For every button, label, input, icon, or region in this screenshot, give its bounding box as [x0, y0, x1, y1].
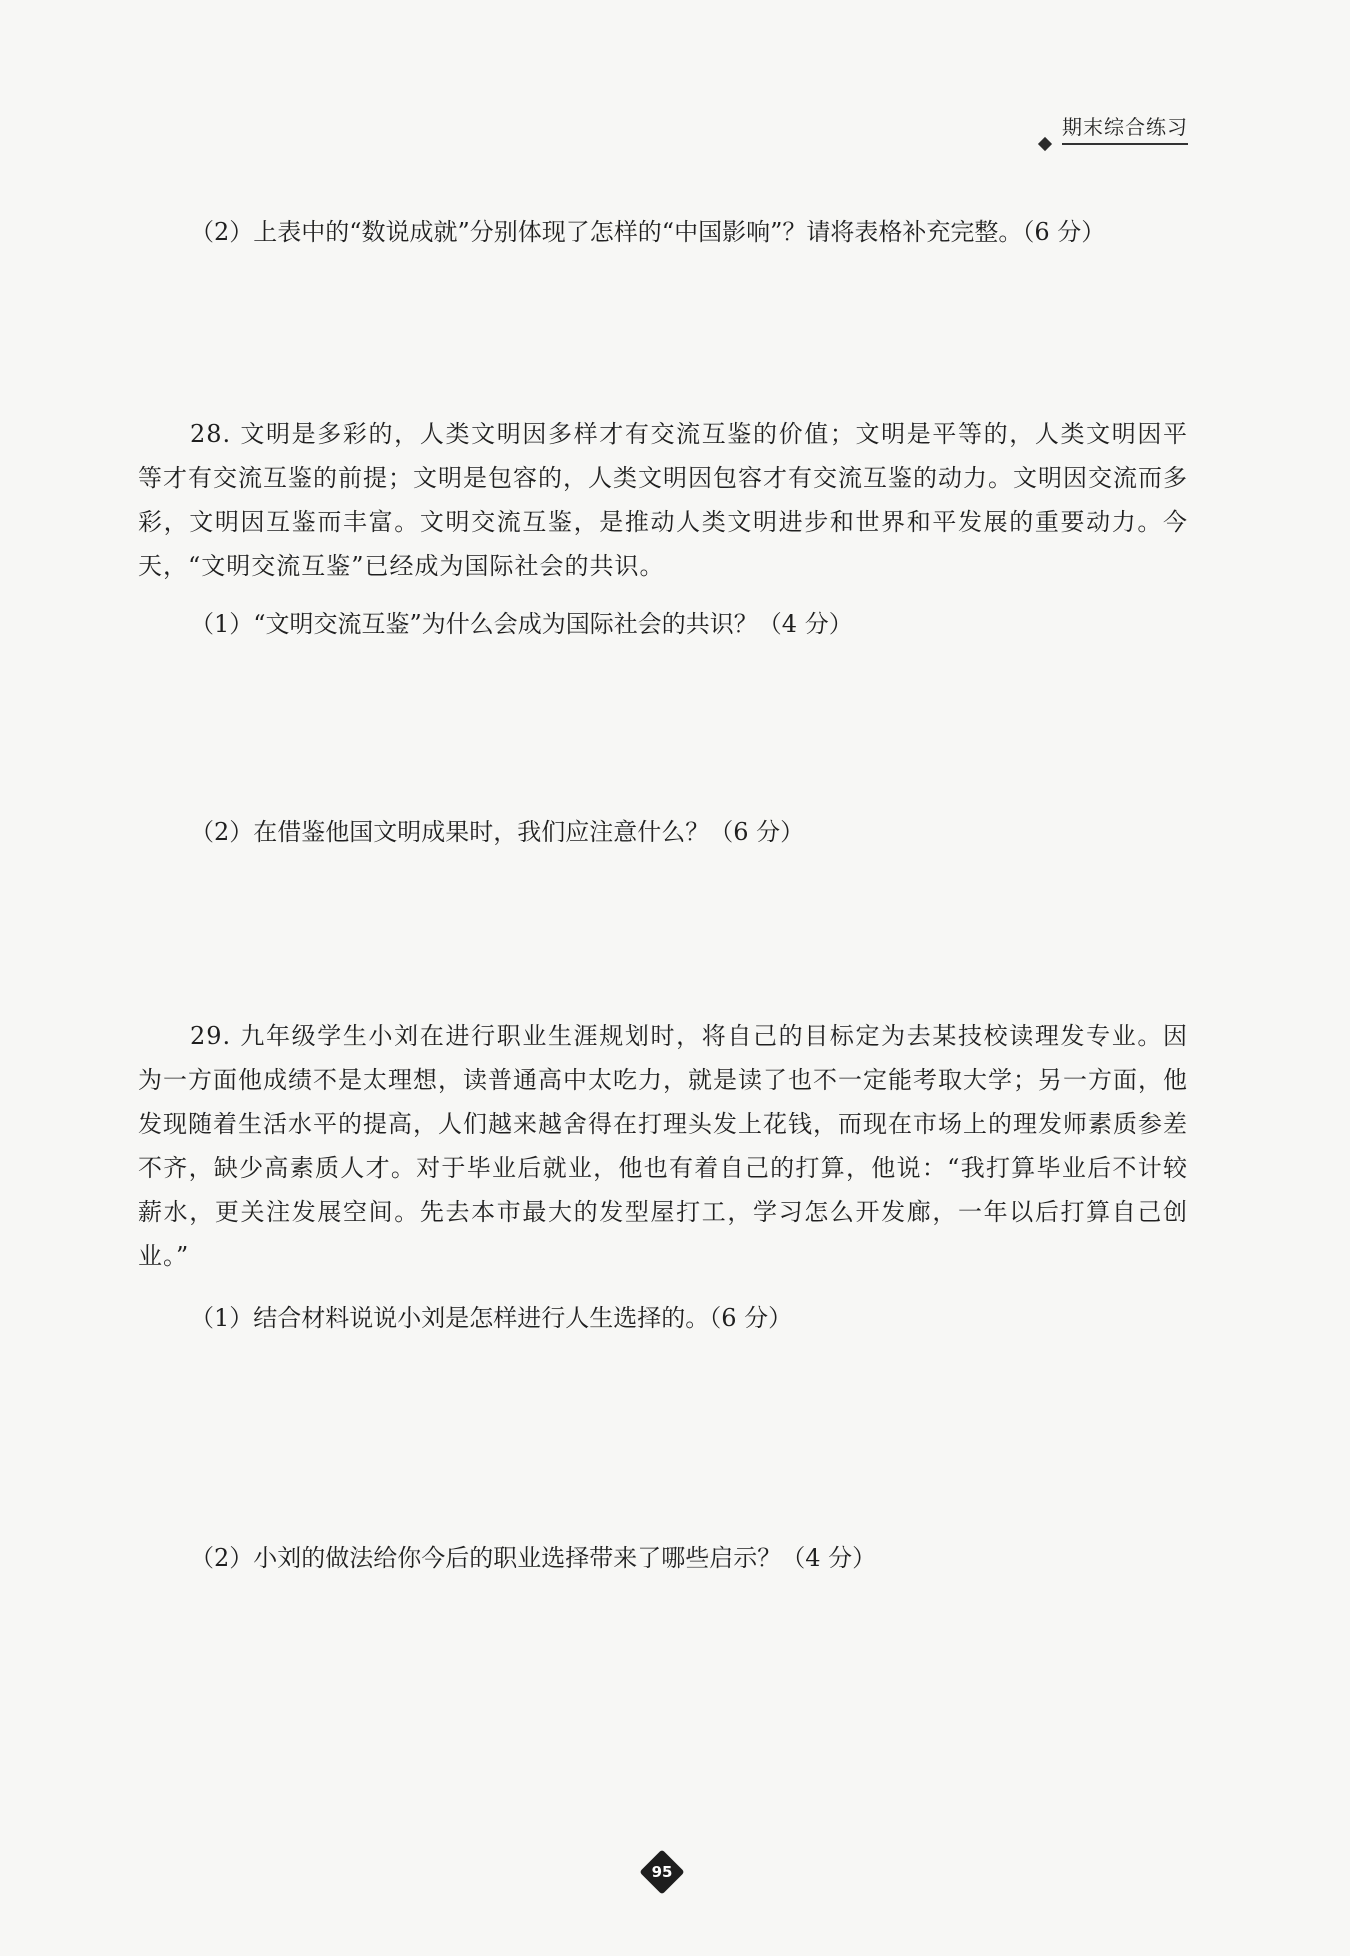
q28-stem-block [138, 412, 1188, 588]
q29-stem: 29. 九年级学生小刘在进行职业生涯规划时，将自己的目标定为去某技校读理发专业。因为一方面他成绩不是太理想，读普通高中太吃力，就是读了也不一定能考取大学；另一方面，他发现随着生活水平的提高，人们越来越舍得在打理头发上花钱，而现在市场上的理发师素质参差不齐，缺少高素质人才。对于毕业后就业，他也有着自己的打算，他说：“我打算毕业后不计较薪水，更关注发展空间。先去本市最大的发型屋打工，学习怎么开发廊，一年以后打算自己创业。” [138, 1022, 1188, 1270]
diamond-bullet-icon [1038, 137, 1052, 151]
q28-stem: 28. 文明是多彩的，人类文明因多样才有交流互鉴的价值；文明是平等的，人类文明因平等才有交流互鉴的前提；文明是包容的，人类文明因包容才有交流互鉴的动力。文明因交流而多彩，文明因互鉴而丰富。文明交流互鉴，是推动人类文明进步和世界和平发展的重要动力。今天，“文明交流互鉴”已经成为国际社会的共识。 [138, 420, 1188, 580]
q28-part1: （1）“文明交流互鉴”为什么会成为国际社会的共识？（4 分） [190, 610, 853, 638]
page-number: 95 [651, 1863, 673, 1881]
q29-part2: （2）小刘的做法给你今后的职业选择带来了哪些启示？（4 分） [190, 1544, 877, 1572]
page-number-badge [640, 1850, 684, 1894]
page-header [1062, 115, 1188, 145]
q28-part2: （2）在借鉴他国文明成果时，我们应注意什么？（6 分） [190, 818, 805, 846]
q27-part2: （2）上表中的“数说成就”分别体现了怎样的“中国影响”？请将表格补充完整。（6 分） [190, 218, 1106, 246]
q29-stem-block [138, 1014, 1188, 1278]
section-title: 期末综合练习 [1062, 115, 1188, 145]
q29-part1: （1）结合材料说说小刘是怎样进行人生选择的。（6 分） [190, 1304, 793, 1332]
